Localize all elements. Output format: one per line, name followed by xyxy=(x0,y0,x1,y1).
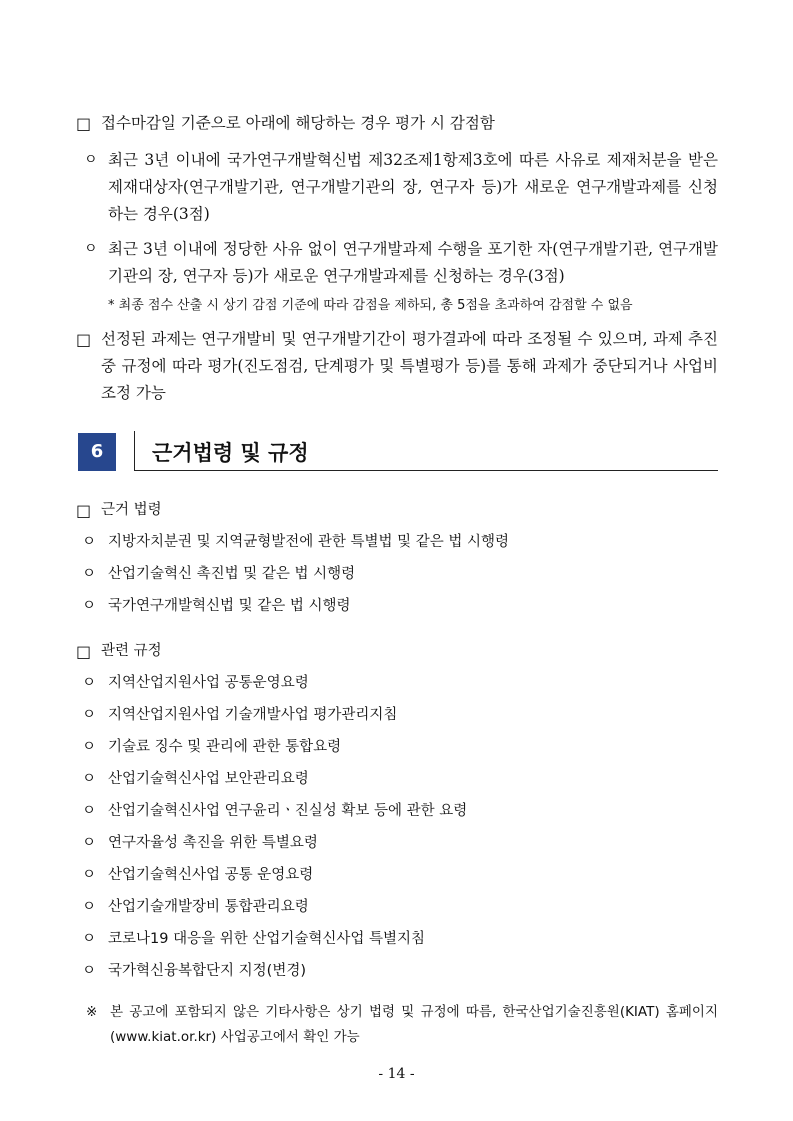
circle-bullet-icon: ㅇ xyxy=(82,566,97,582)
checkbox-square-icon: □ xyxy=(76,642,92,661)
circle-bullet-icon: ㅇ xyxy=(82,803,97,819)
list-item: ㅇ 기술료 징수 및 관리에 관한 통합요령 xyxy=(76,735,718,759)
list-item: ㅇ 국가연구개발혁신법 및 같은 법 시행령 xyxy=(76,594,718,618)
list-item: ㅇ 연구자율성 촉진을 위한 특별요령 xyxy=(76,831,718,855)
list-item: ㅇ 코로나19 대응을 위한 산업기술혁신사업 특별지침 xyxy=(76,927,718,951)
section-title: 근거법령 및 규정 xyxy=(152,441,309,465)
section-number-badge: 6 xyxy=(78,433,116,471)
circle-bullet-icon: ㅇ xyxy=(82,963,97,979)
laws-block xyxy=(76,497,718,626)
checkbox-square-icon: □ xyxy=(76,330,92,349)
page-number: - 14 - xyxy=(378,1066,415,1082)
rules-block xyxy=(76,638,718,991)
penalty-item-2: ㅇ 최근 3년 이내에 정당한 사유 없이 연구개발과제 수행을 포기한 자(연구개발기관, 연구개발기관의 장, 연구자 등)가 새로운 연구개발과제를 신청하는 경우(3점) xyxy=(76,236,718,290)
section-divider xyxy=(134,431,135,471)
circle-bullet-icon: ㅇ xyxy=(82,707,97,723)
circle-bullet-icon: ㅇ xyxy=(82,771,97,787)
circle-bullet-icon: ㅇ xyxy=(84,152,98,168)
laws-heading: □ 근거 법령 xyxy=(76,497,718,524)
circle-bullet-icon: ㅇ xyxy=(84,241,98,257)
list-item: ㅇ 산업기술혁신사업 보안관리요령 xyxy=(76,767,718,791)
circle-bullet-icon: ㅇ xyxy=(82,598,97,614)
circle-bullet-icon: ㅇ xyxy=(82,835,97,851)
section-header xyxy=(76,431,718,471)
list-item: ㅇ 국가혁신융복합단지 지정(변경) xyxy=(76,959,718,983)
penalty-note: * 최종 점수 산출 시 상기 감점 기준에 따라 감점을 제하되, 총 5점을 초과하여 감점할 수 없음 xyxy=(108,298,633,313)
circle-bullet-icon: ㅇ xyxy=(82,867,97,883)
penalty-item-1: ㅇ 최근 3년 이내에 국가연구개발혁신법 제32조제1항제3호에 따른 사유로 제재처분을 받은 제재대상자(연구개발기관, 연구개발기관의 장, 연구자 등)가 새로운 연구개발과제를 신청하는 경우(3점) xyxy=(76,147,718,228)
selected-paragraph: □ 선정된 과제는 연구개발비 및 연구개발기간이 평가결과에 따라 조정될 수 있으며, 과제 추진 중 규정에 따라 평가(진도점검, 단계평가 및 특별평가 등)를 통해 과제가 중단되거나 사업비 조정 가능 xyxy=(76,326,718,407)
list-item: ㅇ 지역산업지원사업 공통운영요령 xyxy=(76,671,718,695)
circle-bullet-icon: ㅇ xyxy=(82,931,97,947)
section-underline xyxy=(134,470,718,471)
penalty-block xyxy=(76,110,718,318)
circle-bullet-icon: ㅇ xyxy=(82,739,97,755)
list-item: ㅇ 산업기술혁신사업 공통 운영요령 xyxy=(76,863,718,887)
list-item: ㅇ 지방자치분권 및 지역균형발전에 관한 특별법 및 같은 법 시행령 xyxy=(76,530,718,554)
penalty-heading: □ 접수마감일 기준으로 아래에 해당하는 경우 평가 시 감점함 xyxy=(76,110,718,137)
selected-block xyxy=(76,326,718,407)
rules-list xyxy=(76,671,718,983)
circle-bullet-icon: ㅇ xyxy=(82,534,97,550)
asterisk-icon: * xyxy=(108,298,115,313)
rules-heading: □ 관련 규정 xyxy=(76,638,718,665)
list-item: ㅇ 지역산업지원사업 기술개발사업 평가관리지침 xyxy=(76,703,718,727)
list-item: ㅇ 산업기술혁신사업 연구윤리ㆍ진실성 확보 등에 관한 요령 xyxy=(76,799,718,823)
footer-note: ※ 본 공고에 포함되지 않은 기타사항은 상기 법령 및 규정에 따름, 한국산업기술진흥원(KIAT) 홈페이지(www.kiat.or.kr) 사업공고에서 확인 가능 xyxy=(76,1000,718,1050)
circle-bullet-icon: ㅇ xyxy=(82,899,97,915)
list-item: ㅇ 산업기술혁신 촉진법 및 같은 법 시행령 xyxy=(76,562,718,586)
circle-bullet-icon: ㅇ xyxy=(82,675,97,691)
list-item: ㅇ 산업기술개발장비 통합관리요령 xyxy=(76,895,718,919)
checkbox-square-icon: □ xyxy=(76,501,92,520)
checkbox-square-icon: □ xyxy=(76,114,92,133)
reference-mark-icon: ※ xyxy=(86,1004,98,1020)
laws-list xyxy=(76,530,718,618)
